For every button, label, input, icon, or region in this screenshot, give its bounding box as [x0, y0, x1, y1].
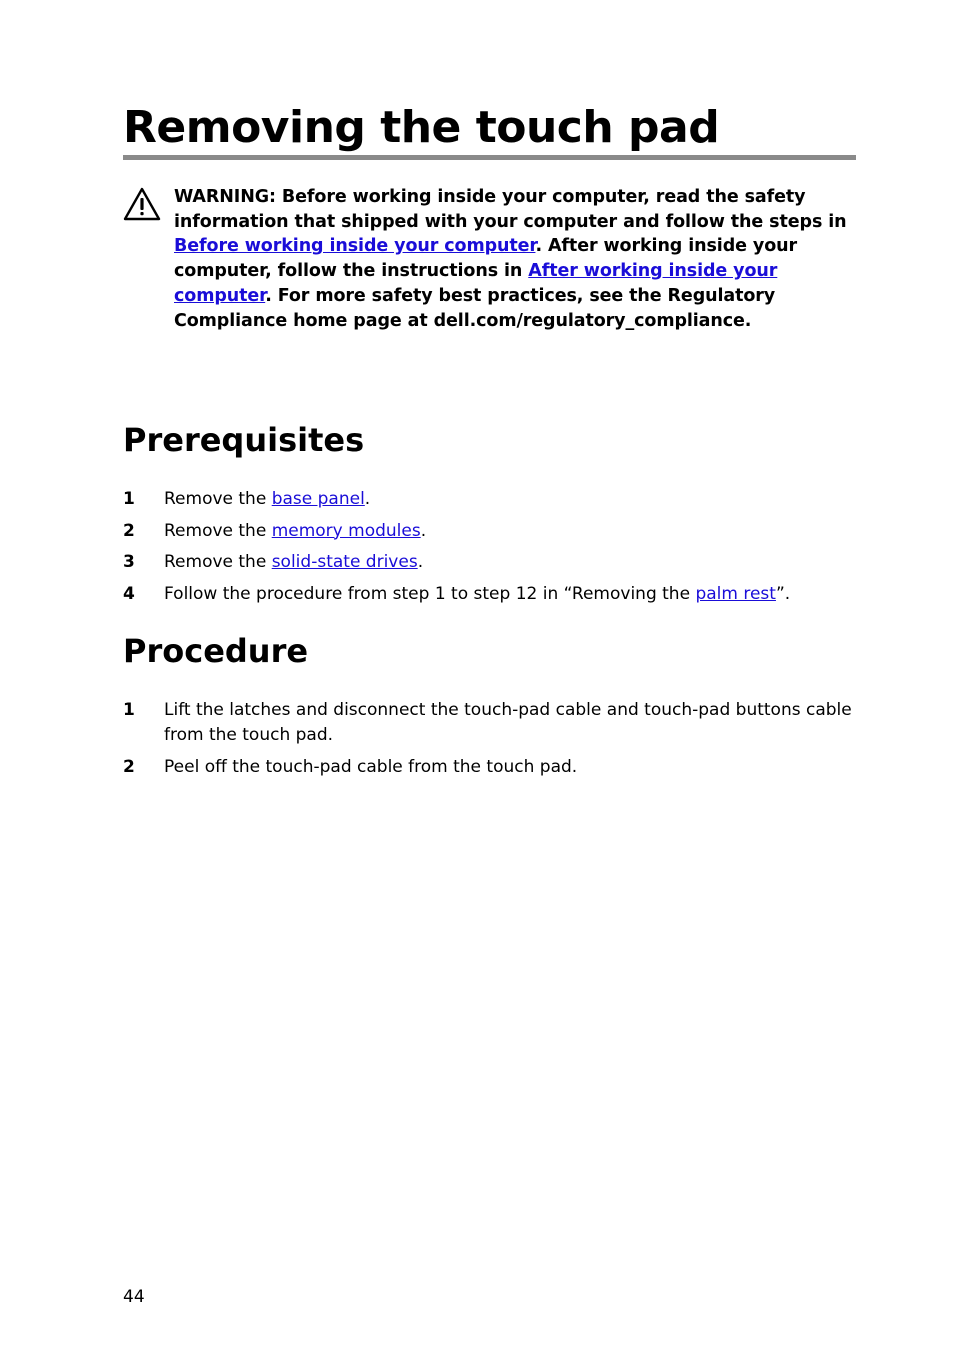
prerequisites-heading: Prerequisites [123, 421, 365, 459]
step-text: Remove the [164, 489, 272, 509]
warning-text [174, 185, 856, 333]
step-number: 1 [123, 489, 135, 509]
prerequisite-step [123, 519, 858, 544]
step-text-end: ”. [775, 583, 791, 604]
warning-suffix: . For more safety best practices, see the Regulatory Compliance home page at dell.com/regulatory_compliance. [174, 285, 776, 331]
step-text: Remove the [164, 552, 272, 572]
procedure-heading: Procedure [123, 632, 309, 670]
warning-middle: . After working inside your computer, follow the instructions in [174, 236, 798, 282]
base-panel-link[interactable]: base panel [271, 489, 365, 509]
title-underline-rule [123, 155, 856, 160]
prerequisites-list [123, 487, 858, 613]
before-working-link[interactable]: Before working inside your computer [174, 236, 536, 257]
after-working-link[interactable]: After working inside your computer [174, 261, 778, 306]
step-text: Remove the [164, 520, 272, 541]
step-text: Follow the procedure from step 1 to step 12 in “Removing the [164, 583, 696, 604]
page-number: 44 [123, 1287, 145, 1307]
prerequisite-step [123, 582, 858, 607]
step-number: 2 [123, 756, 135, 777]
page-title: Removing the touch pad [123, 102, 720, 153]
solid-state-drives-link[interactable]: solid-state drives [271, 552, 418, 572]
prerequisite-step [123, 550, 858, 575]
memory-modules-link[interactable]: memory modules [271, 520, 421, 541]
procedure-step [123, 698, 858, 748]
step-text-end: . [420, 520, 427, 541]
warning-triangle-icon [123, 187, 161, 221]
step-number: 3 [123, 552, 135, 572]
palm-rest-link[interactable]: palm rest [695, 583, 776, 604]
step-text-end: . [417, 552, 424, 572]
procedure-step [123, 755, 858, 780]
step-number: 4 [123, 583, 135, 604]
step-text: Lift the latches and disconnect the touch-pad cable and touch-pad buttons cable from the touch pad. [164, 700, 852, 745]
step-number: 2 [123, 520, 135, 541]
step-text-end: . [364, 489, 371, 509]
procedure-list [123, 698, 858, 786]
step-text: Peel off the touch-pad cable from the touch pad. [164, 756, 578, 777]
step-number: 1 [123, 700, 135, 720]
prerequisite-step [123, 487, 858, 512]
warning-prefix: WARNING: Before working inside your computer, read the safety information that shipped with your computer and follow the steps in [174, 187, 847, 232]
